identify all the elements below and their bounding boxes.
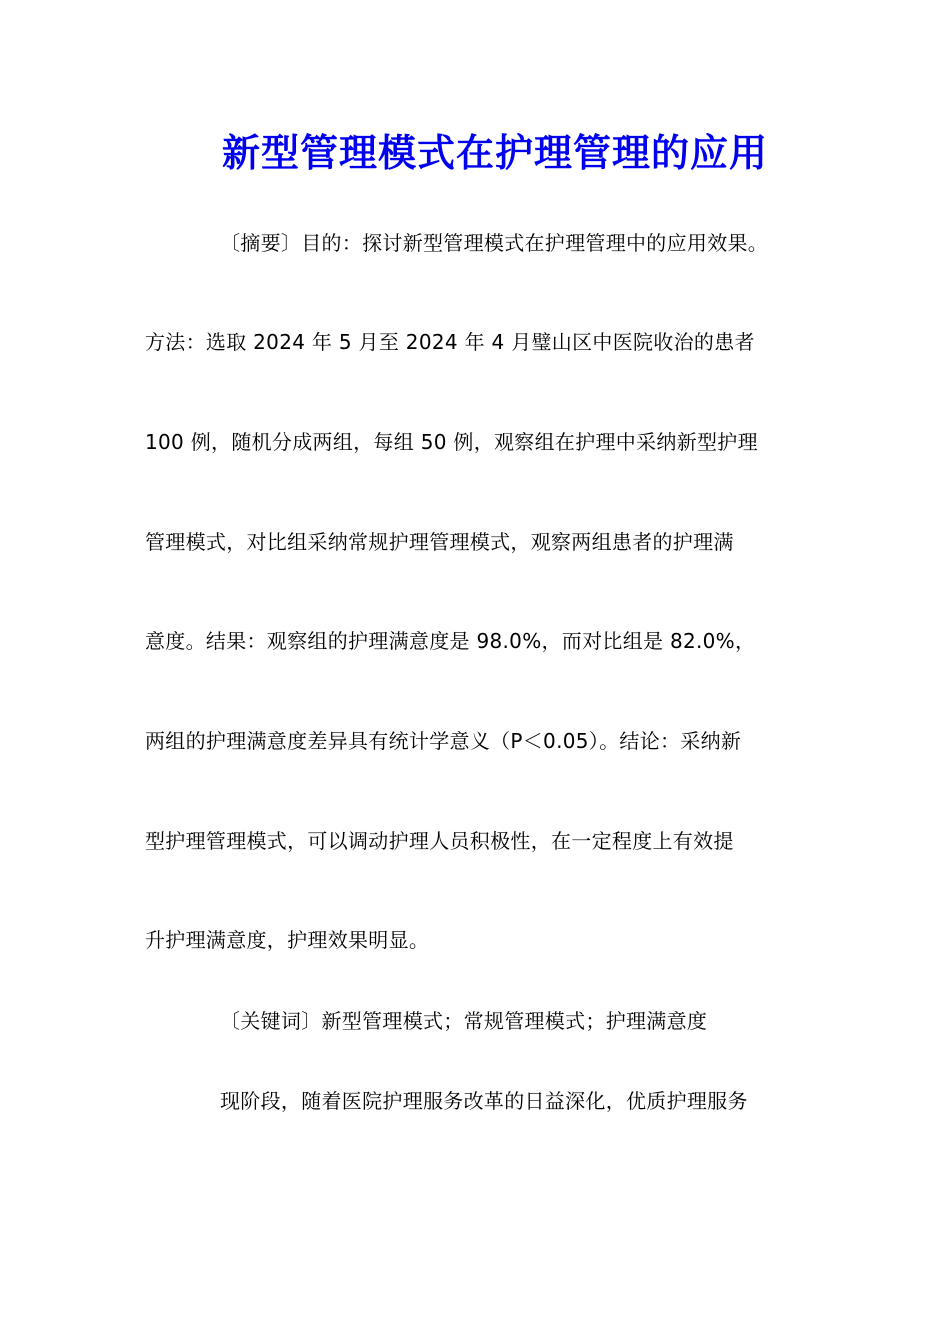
document-title: 新型管理模式在护理管理的应用 xyxy=(221,130,768,175)
keywords-line: 〔关键词〕新型管理模式；常规管理模式；护理满意度 xyxy=(220,1009,708,1033)
body-paragraph-line-1: 现阶段，随着医院护理服务改革的日益深化，优质护理服务 xyxy=(220,1089,748,1113)
abstract-line-4: 管理模式，对比组采纳常规护理管理模式，观察两组患者的护理满 xyxy=(145,530,734,554)
abstract-line-6: 两组的护理满意度差异具有统计学意义（P＜0.05）。结论：采纳新 xyxy=(145,729,742,753)
abstract-line-5: 意度。结果：观察组的护理满意度是 98.0%，而对比组是 82.0%， xyxy=(145,629,756,653)
abstract-line-7: 型护理管理模式，可以调动护理人员积极性，在一定程度上有效提 xyxy=(145,829,734,853)
abstract-line-2: 方法：选取 2024 年 5 月至 2024 年 4 月璧山区中医院收治的患者 xyxy=(145,330,755,354)
abstract-line-3: 100 例，随机分成两组，每组 50 例，观察组在护理中采纳新型护理 xyxy=(145,430,758,454)
abstract-line-1: 〔摘要〕目的：探讨新型管理模式在护理管理中的应用效果。 xyxy=(220,231,769,255)
abstract-line-8: 升护理满意度，护理效果明显。 xyxy=(145,928,430,952)
